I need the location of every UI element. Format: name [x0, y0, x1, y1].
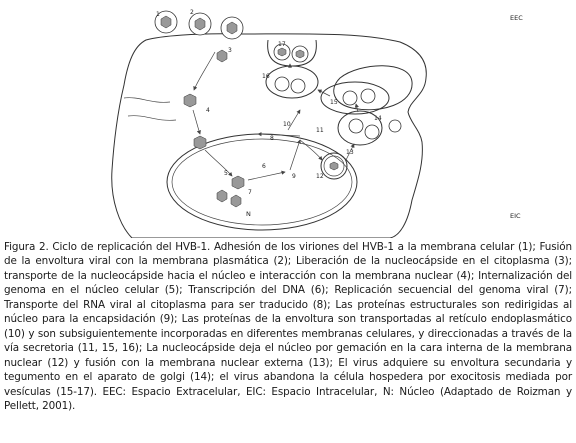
step-label-15: 15 [330, 99, 338, 106]
nucleus-outer [167, 134, 357, 230]
step-label-8: 8 [270, 135, 274, 142]
step-label-11: 11 [316, 127, 324, 134]
nucleus-inner [172, 139, 352, 225]
figure-caption: Figura 2. Ciclo de replicación del HVB-1. Adhesión de los viriones del HVB-1 a la membrana celular (1); Fusión de la envoltura viral con la membrana plasmática (2); Liberación de la nucleocápside en el citoplasma (3); transporte de la nucleocápside hacia el núcleo e interacción con la membrana nuclear (4); Internalización del genoma en el núcleo celular (5); Transcripción del DNA (6); Replicación secuencial del genoma viral (7); Transporte del RNA viral al citoplasma para ser traducido (8); Las proteínas estructurales son redirigidas al núcleo para la encapsidación (9); Las proteínas de la envoltura son transportadas al retículo endoplasmático (10) y son subsiguientemente incorporadas en diferentes membranas celulares, y direccionadas a través de la vía secretoria (11, 15, 16); La nucleocápside deja el núcleo por gemación en la cara interna de la membrana nuclear (12) y fusión con la membrana nuclear externa (13); El virus adquiere su envoltura secundaria y tegumento en el aparato de golgi (14); el virus abandona la célula hospedera por exocitosis mediada por vesículas (15-17). EEC: Espacio Extracelular, EIC: Espacio Intracelular, N: Núcleo (Adaptado de Roizman y Pellett, 2001). [4, 241, 572, 412]
step-label-7: 7 [248, 189, 252, 196]
zone-label-eic: EIC [510, 212, 521, 220]
step-label-5: 5 [224, 170, 228, 177]
step-label-3: 3 [228, 47, 232, 54]
step-label-10: 10 [283, 121, 291, 128]
step-label-12: 12 [316, 173, 324, 180]
step-label-4: 4 [206, 107, 210, 114]
step-label-16: 16 [262, 73, 270, 80]
step-label-1: 1 [156, 11, 160, 18]
step-label-9: 9 [292, 173, 296, 180]
er-folds [124, 98, 176, 121]
step-label-2: 2 [190, 9, 194, 16]
zone-label-nucleus: N [246, 210, 251, 218]
virions-secretory [274, 44, 401, 170]
step-label-17: 17 [278, 41, 286, 48]
step-label-6: 6 [262, 163, 266, 170]
step-label-13: 13 [346, 149, 354, 156]
zone-label-eec: EEC [510, 14, 523, 22]
pathway-arrows [193, 52, 358, 180]
step-label-14: 14 [374, 115, 382, 122]
